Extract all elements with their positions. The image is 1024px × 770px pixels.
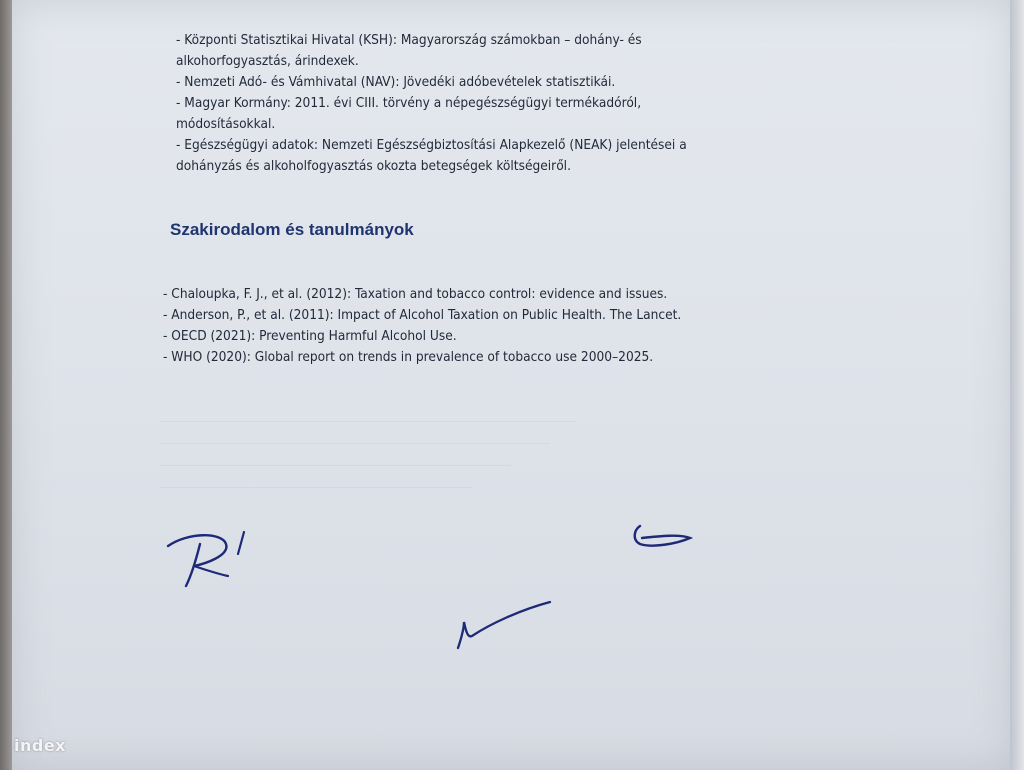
literature-item: - OECD (2021): Preventing Harmful Alcohol Use. xyxy=(163,328,457,344)
signature-left xyxy=(160,520,270,595)
watermark-logo: index xyxy=(14,736,66,755)
signature-bottom xyxy=(450,596,560,658)
literature-item: - Anderson, P., et al. (2011): Impact of Alcohol Taxation on Public Health. The Lancet. xyxy=(163,307,682,323)
source-line: - Egészségügyi adatok: Nemzeti Egészségbiztosítási Alapkezelő (NEAK) jelentései a xyxy=(176,137,687,153)
page-edge-right xyxy=(1010,0,1024,770)
page-edge-left xyxy=(0,0,12,770)
signature-right xyxy=(630,518,702,558)
source-line: - Magyar Kormány: 2011. évi CIII. törvény a népegészségügyi termékadóról, xyxy=(176,95,642,111)
source-line: alkohorfogyasztás, árindexek. xyxy=(176,53,359,69)
source-line: dohányzás és alkoholfogyasztás okozta betegségek költségeiről. xyxy=(176,158,571,174)
literature-list xyxy=(163,284,681,368)
literature-item: - WHO (2020): Global report on trends in prevalence of tobacco use 2000–2025. xyxy=(163,349,654,365)
source-line: - Központi Statisztikai Hivatal (KSH): Magyarország számokban – dohány- és xyxy=(176,32,642,48)
sources-list xyxy=(176,30,687,177)
source-line: módosításokkal. xyxy=(176,116,276,132)
section-heading: Szakirodalom és tanulmányok xyxy=(170,220,414,239)
literature-item: - Chaloupka, F. J., et al. (2012): Taxation and tobacco control: evidence and issues. xyxy=(163,286,668,302)
show-through-text: ———————————————————————————————— —————————————————————————————— ——————————————————————————— ———————————————————————— xyxy=(160,413,576,494)
source-line: - Nemzeti Adó- és Vámhivatal (NAV): Jövedéki adóbevételek statisztikái. xyxy=(176,74,616,90)
